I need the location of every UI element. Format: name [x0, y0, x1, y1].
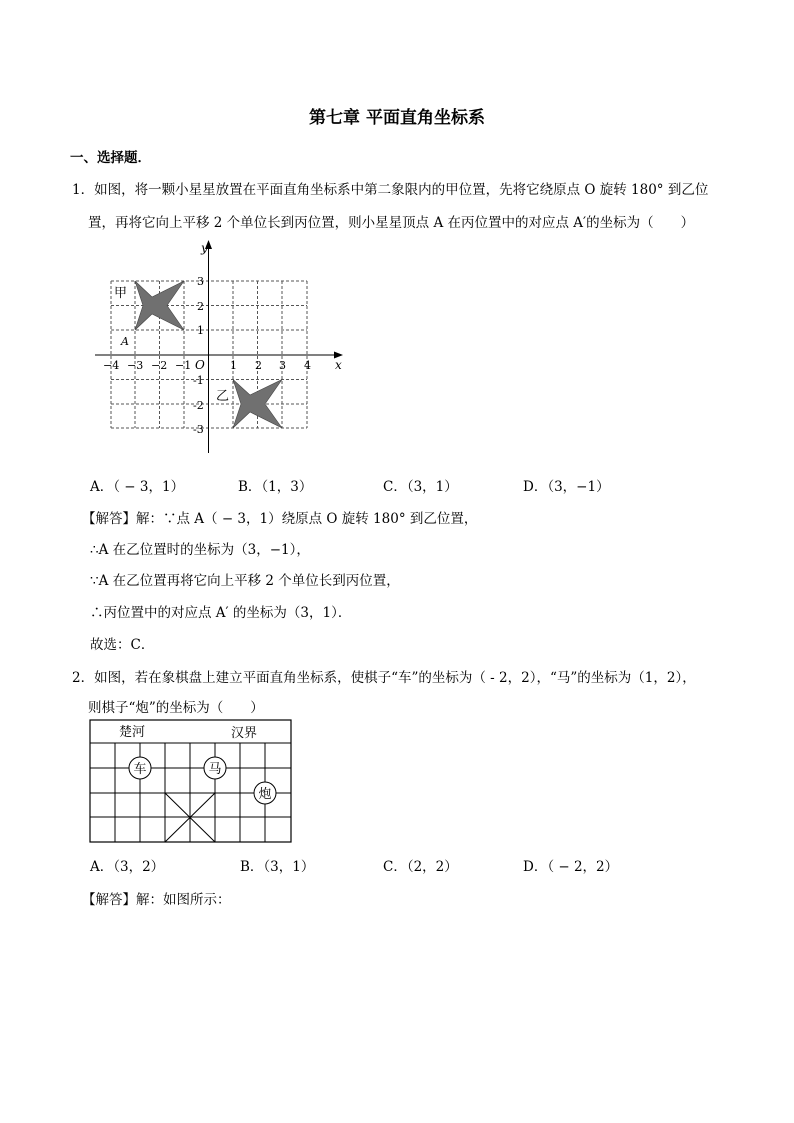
- q1-option-a: A．（ − 3，1）: [90, 479, 185, 495]
- river-label-right: 汉界: [231, 726, 258, 741]
- q1-solution-line4: ∴丙位置中的对应点 A′ 的坐标为（3，1）．: [90, 605, 352, 621]
- page-title: 第七章 平面直角坐标系: [309, 108, 485, 128]
- q2-solution-start: 【解答】解：如图所示：: [82, 892, 231, 908]
- q1-coordinate-figure: [85, 238, 355, 458]
- q2-chess-board: [89, 718, 295, 846]
- q2-option-c: C．（2，2）: [383, 859, 458, 875]
- piece-ma: [204, 757, 226, 779]
- piece-che-label: 车: [133, 762, 147, 777]
- label-yi: 乙: [216, 389, 230, 404]
- piece-pao: [254, 782, 276, 804]
- q1-solution-line3: ∵A 在乙位置再将它向上平移 2 个单位长到丙位置，: [90, 573, 400, 589]
- piece-ma-label: 马: [208, 762, 222, 777]
- x-tick: 1: [230, 359, 237, 372]
- q1-text-line1: 1．如图，将一颗小星星放置在平面直角坐标系中第二象限内的甲位置，先将它绕原点 O 旋转 180° 到乙位: [72, 182, 709, 198]
- q1-text-line2: 置，再将它向上平移 2 个单位长到丙位置，则小星星顶点 A 在丙位置中的对应点 A′的坐标为（ ）: [88, 215, 695, 231]
- q1-solution-line1: 【解答】解：∵点 A（ − 3，1）绕原点 O 旋转 180° 到乙位置，: [82, 511, 478, 527]
- section-heading: 一、选择题．: [70, 150, 151, 166]
- q2-option-a: A．（3，2）: [90, 859, 165, 875]
- x-tick: −4: [103, 359, 120, 372]
- river-label-left: 楚河: [119, 725, 146, 740]
- y-tick: 2: [197, 300, 204, 313]
- q1-solution-line2: ∴A 在乙位置时的坐标为（3，−1），: [90, 542, 310, 558]
- x-axis-label: x: [335, 358, 342, 372]
- x-tick: −2: [151, 359, 168, 372]
- q2-option-b: B．（3，1）: [240, 859, 315, 875]
- x-tick: 2: [255, 359, 262, 372]
- origin-label: O: [195, 358, 205, 372]
- q2-text-line1: 2．如图，若在象棋盘上建立平面直角坐标系，使棋子“车”的坐标为（ - 2，2），“马”的坐标为（1，2），: [72, 670, 696, 686]
- label-point-a: A: [121, 335, 129, 348]
- x-tick: 3: [279, 359, 286, 372]
- x-tick: −1: [175, 359, 192, 372]
- x-tick: −3: [127, 359, 144, 372]
- y-axis-label: y: [201, 241, 208, 255]
- q2-option-d: D．（ − 2，2）: [523, 859, 619, 875]
- q1-option-d: D．（3，−1）: [523, 479, 610, 495]
- y-tick: -3: [193, 423, 204, 436]
- q1-solution-line5: 故选：C．: [90, 637, 155, 653]
- q1-option-b: B．（1，3）: [238, 479, 313, 495]
- q2-text-line2: 则棋子“炮”的坐标为（ ）: [88, 700, 264, 716]
- q1-option-c: C．（3，1）: [383, 479, 458, 495]
- x-tick: 4: [304, 359, 311, 372]
- piece-che: [129, 757, 151, 779]
- y-tick: 1: [197, 324, 204, 337]
- label-jia: 甲: [114, 286, 128, 301]
- y-tick: 3: [197, 275, 204, 288]
- y-tick: -2: [193, 399, 204, 412]
- y-tick: -1: [193, 374, 204, 387]
- piece-pao-label: 炮: [258, 787, 272, 802]
